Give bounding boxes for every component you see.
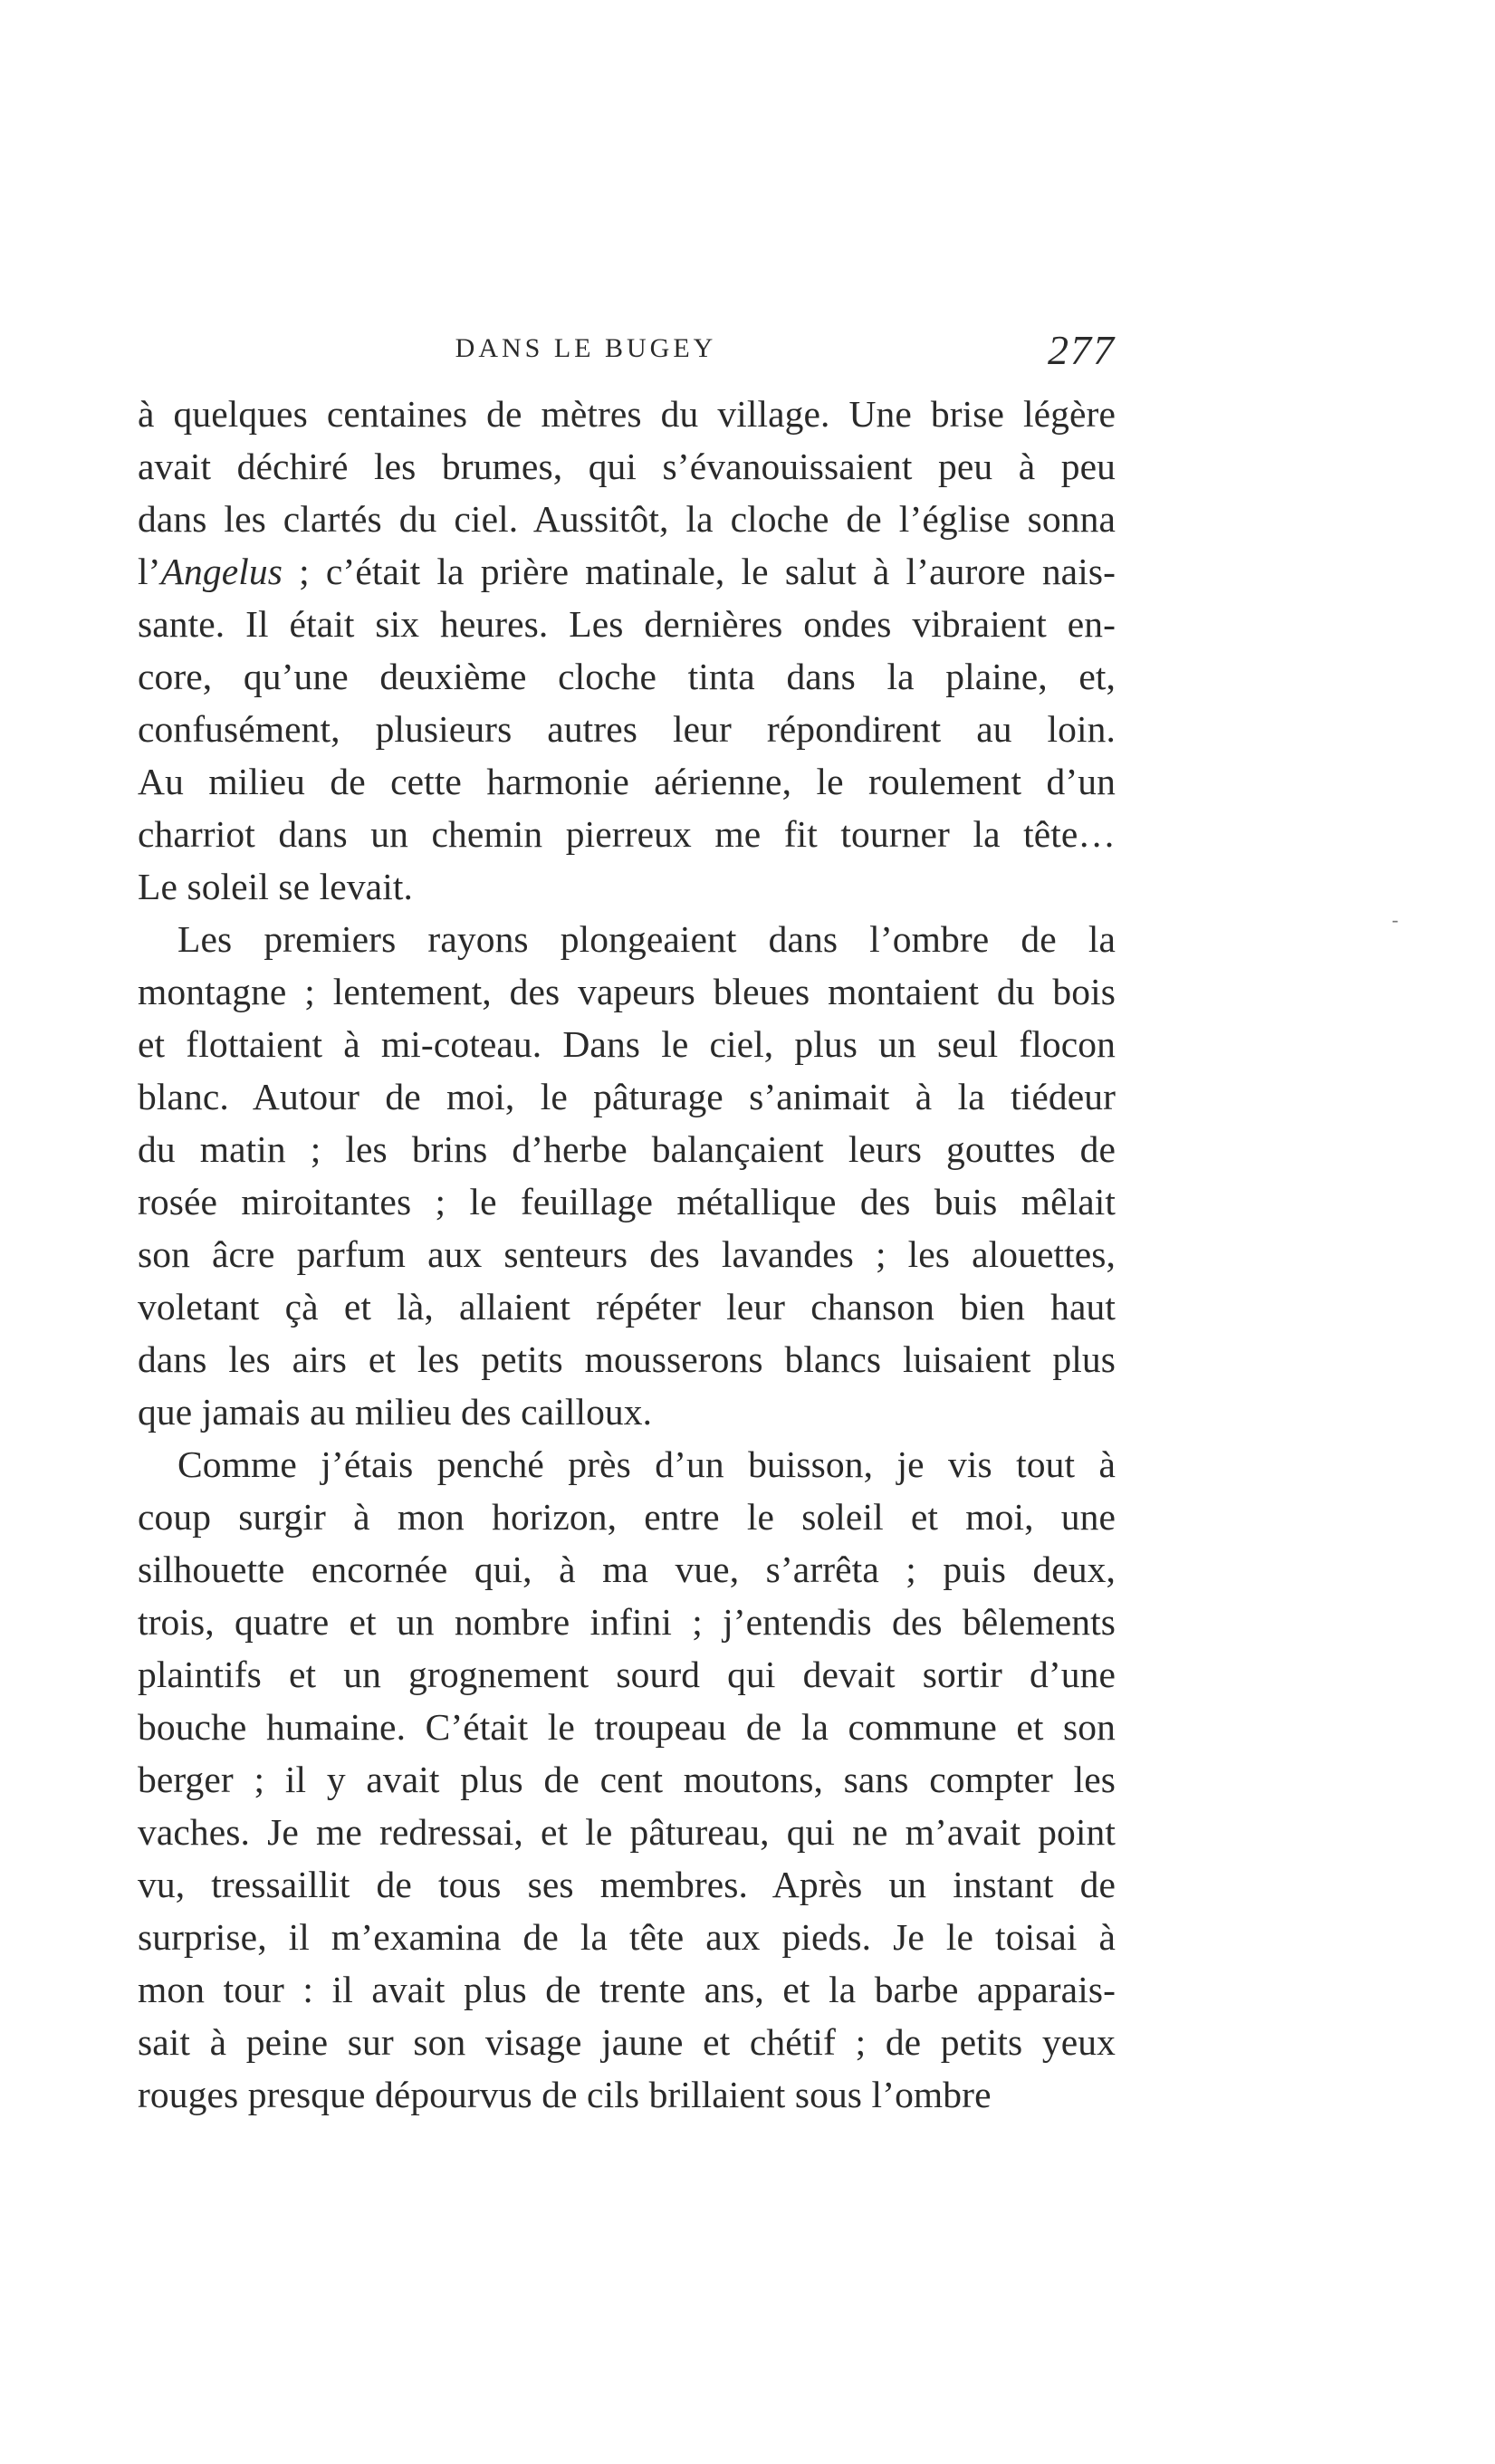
text-line: Au milieu de cette harmonie aérienne, le roulement d’un: [138, 761, 1116, 802]
text-line: voletant çà et là, allaient répéter leur chanson bien haut: [138, 1286, 1116, 1328]
text-line: dans les clartés du ciel. Aussitôt, la cloche de l’église sonna: [138, 498, 1116, 540]
text-line: silhouette encornée qui, à ma vue, s’arrêta ; puis deux,: [138, 1548, 1116, 1590]
text-line: montagne ; lentement, des vapeurs bleues montaient du bois: [138, 971, 1116, 1012]
text-line: vaches. Je me redressai, et le pâtureau, qui ne m’avait point: [138, 1811, 1116, 1853]
text-line: blanc. Autour de moi, le pâturage s’animait à la tiédeur: [138, 1076, 1116, 1117]
page-number: 277: [1048, 327, 1116, 373]
text-line: et flottaient à mi-coteau. Dans le ciel, plus un seul flocon: [138, 1023, 1116, 1065]
text-line: coup surgir à mon horizon, entre le soleil et moi, une: [138, 1496, 1116, 1538]
text-line: core, qu’une deuxième cloche tinta dans la plaine, et,: [138, 656, 1116, 697]
text-line: son âcre parfum aux senteurs des lavandes ; les alouettes,: [138, 1233, 1116, 1275]
text-line: berger ; il y avait plus de cent moutons, sans compter les: [138, 1759, 1116, 1800]
text-line: confusément, plusieurs autres leur répondirent au loin.: [138, 708, 1116, 750]
paragraph: [138, 388, 1116, 913]
text-line: à quelques centaines de mètres du village. Une brise légère: [138, 393, 1116, 435]
text-line: plaintifs et un grognement sourd qui devait sortir d’une: [138, 1654, 1116, 1695]
text-line: bouche humaine. C’était le troupeau de la commune et son: [138, 1706, 1116, 1748]
paragraph: [138, 1438, 1116, 2121]
paragraph: [138, 913, 1116, 1438]
running-head: [138, 327, 1116, 388]
text-line: que jamais au milieu des cailloux.: [138, 1391, 653, 1433]
text-line: trois, quatre et un nombre infini ; j’entendis des bêlements: [138, 1601, 1116, 1643]
text-line: charriot dans un chemin pierreux me fit tourner la tête…: [138, 813, 1116, 855]
text-line: Les premiers rayons plongeaient dans l’ombre de la: [177, 918, 1116, 960]
italic-word: Angelus: [160, 551, 283, 592]
running-title: DANS LE BUGEY: [455, 333, 717, 363]
text-line: sante. Il était six heures. Les dernières ondes vibraient en-: [138, 603, 1116, 645]
text-line: rosée miroitantes ; le feuillage métallique des buis mêlait: [138, 1181, 1116, 1222]
text-line: avait déchiré les brumes, qui s’évanouissaient peu à peu: [138, 446, 1116, 487]
text-line: Comme j’étais penché près d’un buisson, je vis tout à: [177, 1443, 1116, 1485]
text-line: vu, tressaillit de tous ses membres. Après un instant de: [138, 1864, 1116, 1905]
text-line: du matin ; les brins d’herbe balançaient leurs gouttes de: [138, 1128, 1116, 1170]
text-line: mon tour : il avait plus de trente ans, et la barbe apparais-: [138, 1969, 1116, 2010]
body-text: [138, 388, 1116, 2121]
text-line: sait à peine sur son visage jaune et chétif ; de petits yeux: [138, 2021, 1116, 2063]
text-line: surprise, il m’examina de la tête aux pieds. Je le toisai à: [138, 1916, 1116, 1958]
text-line: dans les airs et les petits mousserons blancs luisaient plus: [138, 1338, 1116, 1380]
margin-mark: -: [1392, 908, 1399, 931]
text-line: l’Angelus ; c’était la prière matinale, le salut à l’aurore nais-: [138, 551, 1116, 592]
text-line: rouges presque dépourvus de cils brillaient sous l’ombre: [138, 2074, 992, 2115]
text-line: Le soleil se levait.: [138, 866, 413, 907]
